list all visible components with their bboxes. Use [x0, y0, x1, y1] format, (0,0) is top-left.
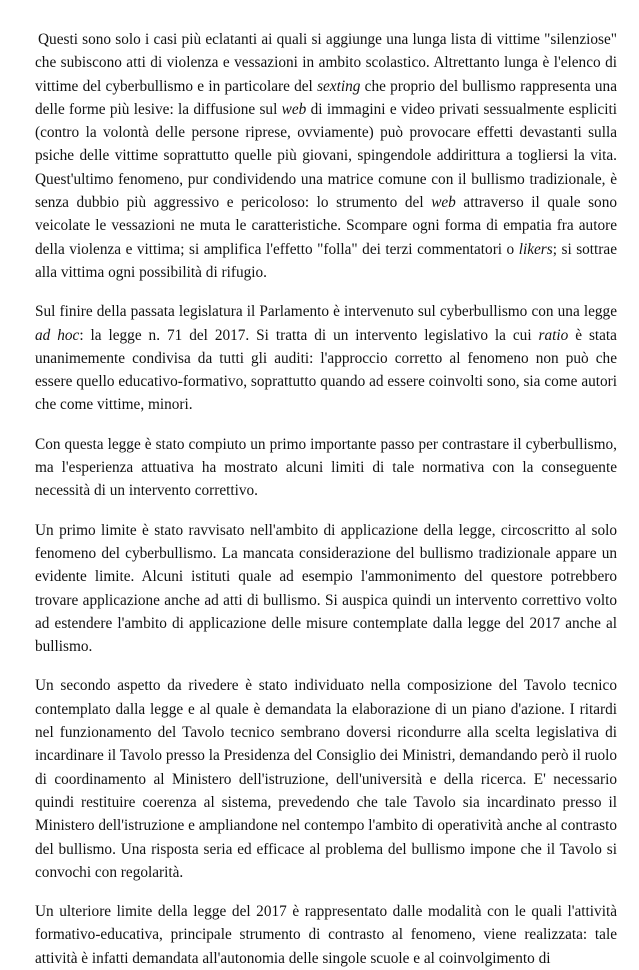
p2-seg-3: ratio	[538, 326, 569, 344]
p1-seg-6: attraverso il quale sono veicolate le vessazioni ne muta le caratteristiche. Scompare ogni forma di empatia fra autore della violenza e vittima; si amplifica l'effetto "folla" dei terzi commentatori o	[35, 194, 617, 258]
paragraph-6	[35, 900, 617, 970]
p1-seg-5: web	[431, 194, 456, 212]
paragraph-2	[35, 300, 617, 416]
p6-seg-0: Un ulteriore limite della legge del 2017 è rappresentato dalle modalità con le quali l'attività formativo-educativa, principale strumento di contrasto al fenomeno, viene realizzata: tale attività è infatti demandata all'autonomia delle singole scuole e al coinvolgimento di	[35, 903, 617, 967]
p1-seg-7: likers	[518, 240, 553, 258]
paragraph-4	[35, 519, 617, 659]
p2-seg-1: ad hoc	[35, 326, 80, 344]
paragraph-3	[35, 433, 617, 503]
p1-seg-4: di immagini e video privati sessualmente espliciti (contro la volontà delle persone riprese, ovviamente) può provocare effetti devastanti sulla psiche delle vittime soprattutto quelle più giovani, spingendole addirittura a togliersi la vita. Quest'ultimo fenomeno, pur condividendo una matrice comune con il bullismo tradizionale, è senza dubbio più aggressivo e pericoloso: lo strumento del	[35, 100, 617, 212]
p4-seg-0: Un primo limite è stato ravvisato nell'ambito di applicazione della legge, circoscritto al solo fenomeno del cyberbullismo. La mancata considerazione del bullismo tradizionale appare un evidente limite. Alcuni istituti quale ad esempio l'ammonimento del questore potrebbero trovare applicazione anche ad atti di bullismo. Si auspica quindi un intervento correttivo volto ad estendere l'ambito di applicazione delle misure contemplate dalla legge del 2017 anche al bullismo.	[35, 521, 617, 656]
p2-seg-0: Sul finire della passata legislatura il Parlamento è intervenuto sul cyberbullismo con una legge	[35, 303, 617, 321]
p2-seg-2: : la legge n. 71 del 2017. Si tratta di un intervento legislativo la cui	[79, 326, 539, 344]
p3-seg-0: Con questa legge è stato compiuto un primo importante passo per contrastare il cyberbullismo, ma l'esperienza attuativa ha mostrato alcuni limiti di tale normativa con la conseguente necessità di un intervento correttivo.	[35, 435, 617, 500]
paragraph-5	[35, 674, 617, 884]
p1-seg-0: Questi sono solo i casi più eclatanti ai quali si aggiunge una lunga lista di vittime "silenziose" che subiscono atti di violenza e vessazioni in ambito scolastico. Altrettanto lunga è l'elenco di vittime del cyberbullismo e in particolare del	[35, 31, 617, 95]
paragraph-1	[35, 28, 617, 284]
p1-seg-3: web	[281, 100, 307, 118]
p1-seg-1: sexting	[317, 77, 361, 95]
p1-seg-2: che proprio del bullismo rappresenta una delle forme più lesive: la diffusione sul	[35, 77, 617, 118]
p1-seg-8: ; si sottrae alla vittima ogni possibilità di rifugio.	[35, 240, 617, 281]
p5-seg-0: Un secondo aspetto da rivedere è stato individuato nella composizione del Tavolo tecnico contemplato dalla legge e al quale è demandata la elaborazione di un piano d'azione. I ritardi nel funzionamento del Tavolo tecnico sembrano doversi ricondurre alla scelta legislativa di incardinare il Tavolo presso la Presidenza del Consiglio dei Ministri, demandando però il ruolo di coordinamento al Ministero dell'istruzione, dell'università e della ricerca. E' necessario quindi restituire coerenza al sistema, prevedendo che tale Tavolo sia incardinato presso il Ministero dell'istruzione e ampliandone nel contempo l'ambito di operatività anche al contrasto del bullismo. Una risposta seria ed efficace al problema del bullismo impone che il Tavolo si convochi con regolarità.	[35, 677, 617, 881]
p2-seg-4: è stata unanimemente condivisa da tutti gli auditi: l'approccio corretto al fenomeno non può che essere quello educativo-formativo, soprattutto quando ad essere coinvolti sono, sia come autori che come vittime, minori.	[35, 326, 617, 414]
